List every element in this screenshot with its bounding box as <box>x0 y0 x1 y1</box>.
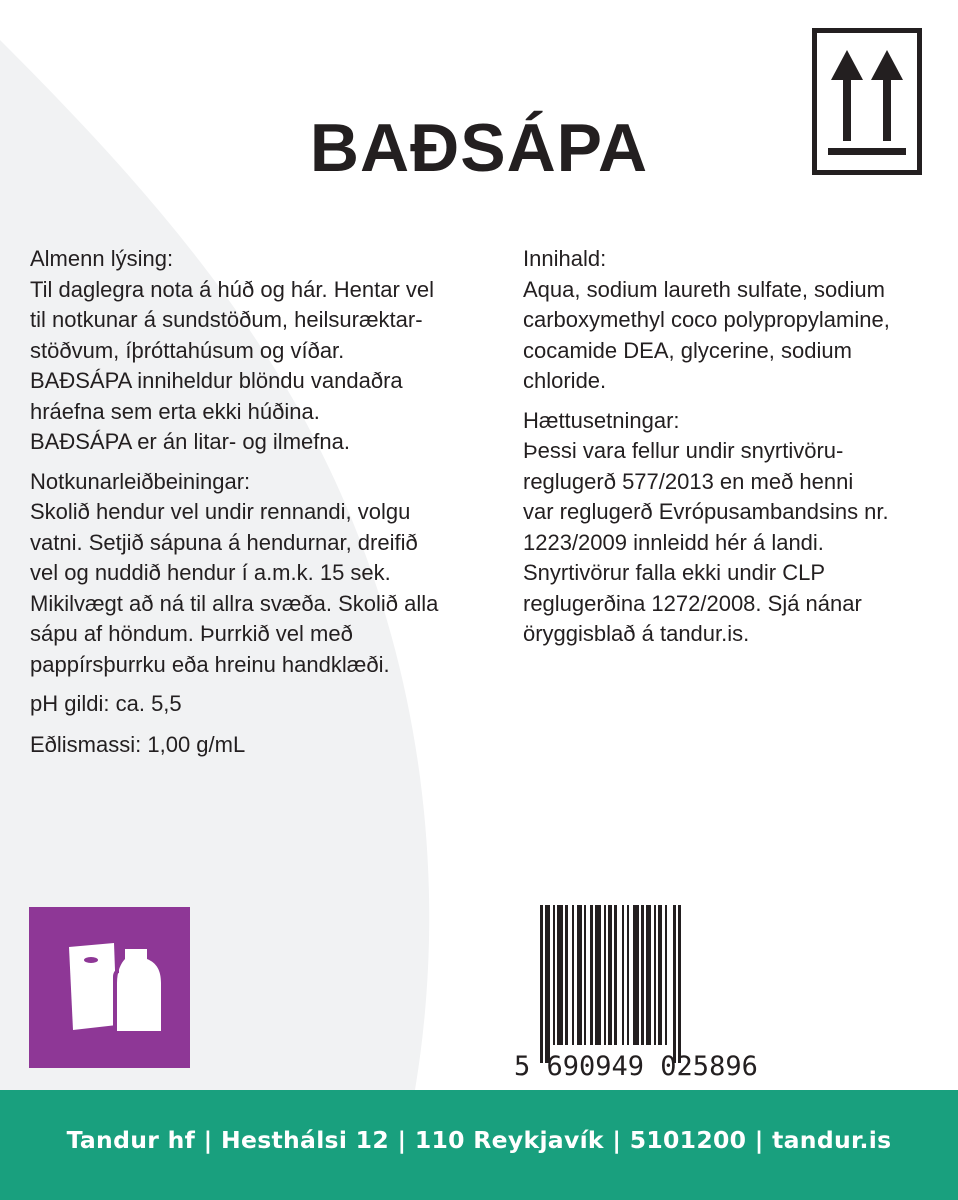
barcode-bar <box>654 905 656 1045</box>
ingredients-section <box>523 244 943 397</box>
ph-value: ca. 5,5 <box>115 691 182 716</box>
ph-label: pH gildi: <box>30 691 110 716</box>
barcode-bar <box>553 905 555 1045</box>
barcode-bar <box>540 905 543 1063</box>
barcode-bar <box>557 905 563 1045</box>
barcode-bar <box>595 905 601 1045</box>
barcode-bar <box>584 905 586 1045</box>
general-description-heading: Almenn lýsing: <box>30 246 174 271</box>
barcode-bar <box>572 905 574 1045</box>
density-line <box>30 730 508 761</box>
left-column <box>30 244 508 760</box>
packaging-icon <box>29 907 190 1068</box>
barcode-bar <box>658 905 662 1045</box>
density-value: 1,00 g/mL <box>147 731 246 757</box>
usage-section <box>30 467 508 681</box>
ingredients-heading: Innihald: <box>523 246 607 271</box>
barcode-bar <box>565 905 568 1045</box>
barcode-number: 5 690949 025896 <box>514 1051 758 1079</box>
barcode-bar <box>604 905 606 1045</box>
hazard-text: Þessi vara fellur undir snyrtivöru- reglugerð 577/2013 en með henni var reglugerð Evrópusambandsins nr. 1223/2009 innleidd hér á landi. Snyrtivörur falla ekki undir CLP reglugerðina 1272/2008. Sjá nánar öryggisblað á tandur.is. <box>523 438 889 646</box>
ph-line <box>30 689 508 720</box>
barcode-bar <box>665 905 667 1045</box>
this-way-up-icon <box>812 28 922 175</box>
barcode-bar <box>590 905 593 1045</box>
general-description-section <box>30 244 508 458</box>
footer-contact-text: Tandur hf | Hesthálsi 12 | 110 Reykjavík | 5101200 | tandur.is <box>66 1126 892 1154</box>
hazard-heading: Hættusetningar: <box>523 407 680 433</box>
density-label: Eðlismassi: <box>30 731 142 757</box>
barcode-bar <box>633 905 639 1045</box>
barcode-bar <box>614 905 617 1045</box>
barcode-bar <box>678 905 681 1063</box>
barcode-bar <box>627 905 629 1045</box>
barcode-bar <box>641 905 644 1045</box>
hazard-section <box>523 406 943 650</box>
barcode-icon <box>512 905 792 1079</box>
barcode-bar <box>646 905 651 1045</box>
usage-text: Skolið hendur vel undir rennandi, volgu vatni. Setjið sápuna á hendurnar, dreifið vel og nuddið hendur í a.m.k. 15 sek. Mikilvægt að ná til allra svæða. Skolið alla sápu af höndum. Þurrkið vel með pappírsþurrku eða hreinu handklæði. <box>30 499 439 677</box>
barcode-bar <box>608 905 612 1045</box>
barcode-bar <box>673 905 676 1063</box>
ingredients-text: Aqua, sodium laureth sulfate, sodium carboxymethyl coco polypropylamine, cocamide DEA, glycerine, sodium chloride. <box>523 276 890 393</box>
right-column <box>523 244 943 659</box>
barcode-bar <box>577 905 582 1045</box>
product-title: BAÐSÁPA <box>309 110 649 186</box>
barcode-bar <box>622 905 624 1045</box>
barcode-bar <box>545 905 550 1063</box>
general-description-text: Til daglegra nota á húð og hár. Hentar vel til notkunar á sundstöðum, heilsuræktar- stöðvum, íþróttahúsum og víðar. BAÐSÁPA inniheldur blöndu vandaðra hráefna sem erta ekki húðina. BAÐSÁPA er án litar- og ilmefna. <box>30 276 435 454</box>
usage-heading: Notkunarleiðbeiningar: <box>30 468 251 494</box>
